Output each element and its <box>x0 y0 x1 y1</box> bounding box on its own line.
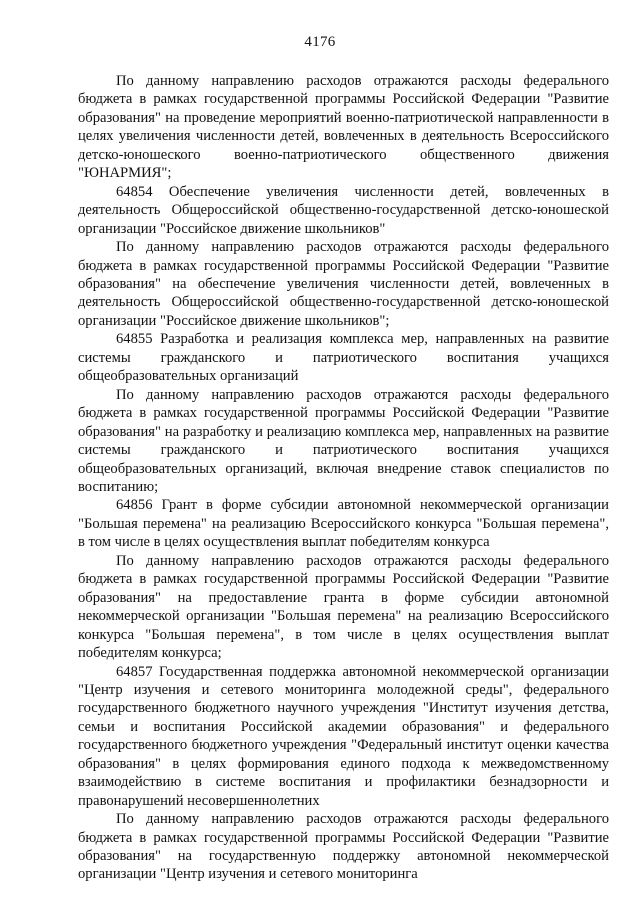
paragraph-expense-description-64856: По данному направлению расходов отражаются расходы федерального бюджета в рамках государственной программы Российской Федерации "Развитие образования" на предоставление гранта в форме субсидии автономной некоммерческой организации "Большая перемена" на реализацию Всероссийского конкурса "Большая перемена", в том числе в целях осуществления выплат победителям конкурса; <box>78 552 609 662</box>
paragraph-expense-description-64854: По данному направлению расходов отражаются расходы федерального бюджета в рамках государственной программы Российской Федерации "Развитие образования" на обеспечение увеличения численности детей, вовлеченных в деятельность Общероссийской общественно-государственной детско-юношеской организации "Российское движение школьников"; <box>78 239 609 329</box>
document-body <box>78 72 609 884</box>
paragraph-code-64855: 64855 Разработка и реализация комплекса мер, направленных на развитие системы гражданского и патриотического воспитания учащихся общеобразовательных организаций <box>78 331 609 385</box>
page-number: 4176 <box>304 34 336 50</box>
paragraph-code-64857: 64857 Государственная поддержка автономной некоммерческой организации "Центр изучения и сетевого мониторинга молодежной среды", федерального государственного бюджетного научного учреждения "Институт изучения детства, семьи и воспитания Российской академии образования" и федерального государственного бюджетного учреждения "Федеральный институт оценки качества образования" в целях формирования единого подхода к межведомственному взаимодействию в системе воспитания и профилактики безнадзорности и правонарушений несовершеннолетних <box>78 663 609 809</box>
paragraph-expense-description-64857: По данному направлению расходов отражаются расходы федерального бюджета в рамках государственной программы Российской Федерации "Развитие образования" на государственную поддержку автономной некоммерческой организации "Центр изучения и сетевого мониторинга <box>78 811 609 883</box>
paragraph-code-64854: 64854 Обеспечение увеличения численности детей, вовлеченных в деятельность Общероссийской общественно-государственной детско-юношеской организации "Российское движение школьников" <box>78 183 609 237</box>
paragraph-expense-description-yunarmiya: По данному направлению расходов отражаются расходы федерального бюджета в рамках государственной программы Российской Федерации "Развитие образования" на проведение мероприятий военно-патриотической направленности в целях увеличения численности детей, вовлеченных в деятельность Всероссийского детско-юношеского военно-патриотического общественного движения "ЮНАРМИЯ"; <box>78 73 609 182</box>
paragraph-code-64856: 64856 Грант в форме субсидии автономной некоммерческой организации "Большая перемена" на реализацию Всероссийского конкурса "Большая перемена", в том числе в целях осуществления выплат победителям конкурса <box>78 497 609 551</box>
paragraph-expense-description-64855: По данному направлению расходов отражаются расходы федерального бюджета в рамках государственной программы Российской Федерации "Развитие образования" на разработку и реализацию комплекса мер, направленных на развитие системы гражданского и патриотического воспитания учащихся общеобразовательных организаций, включая внедрение ставок специалистов по воспитанию; <box>78 386 609 495</box>
